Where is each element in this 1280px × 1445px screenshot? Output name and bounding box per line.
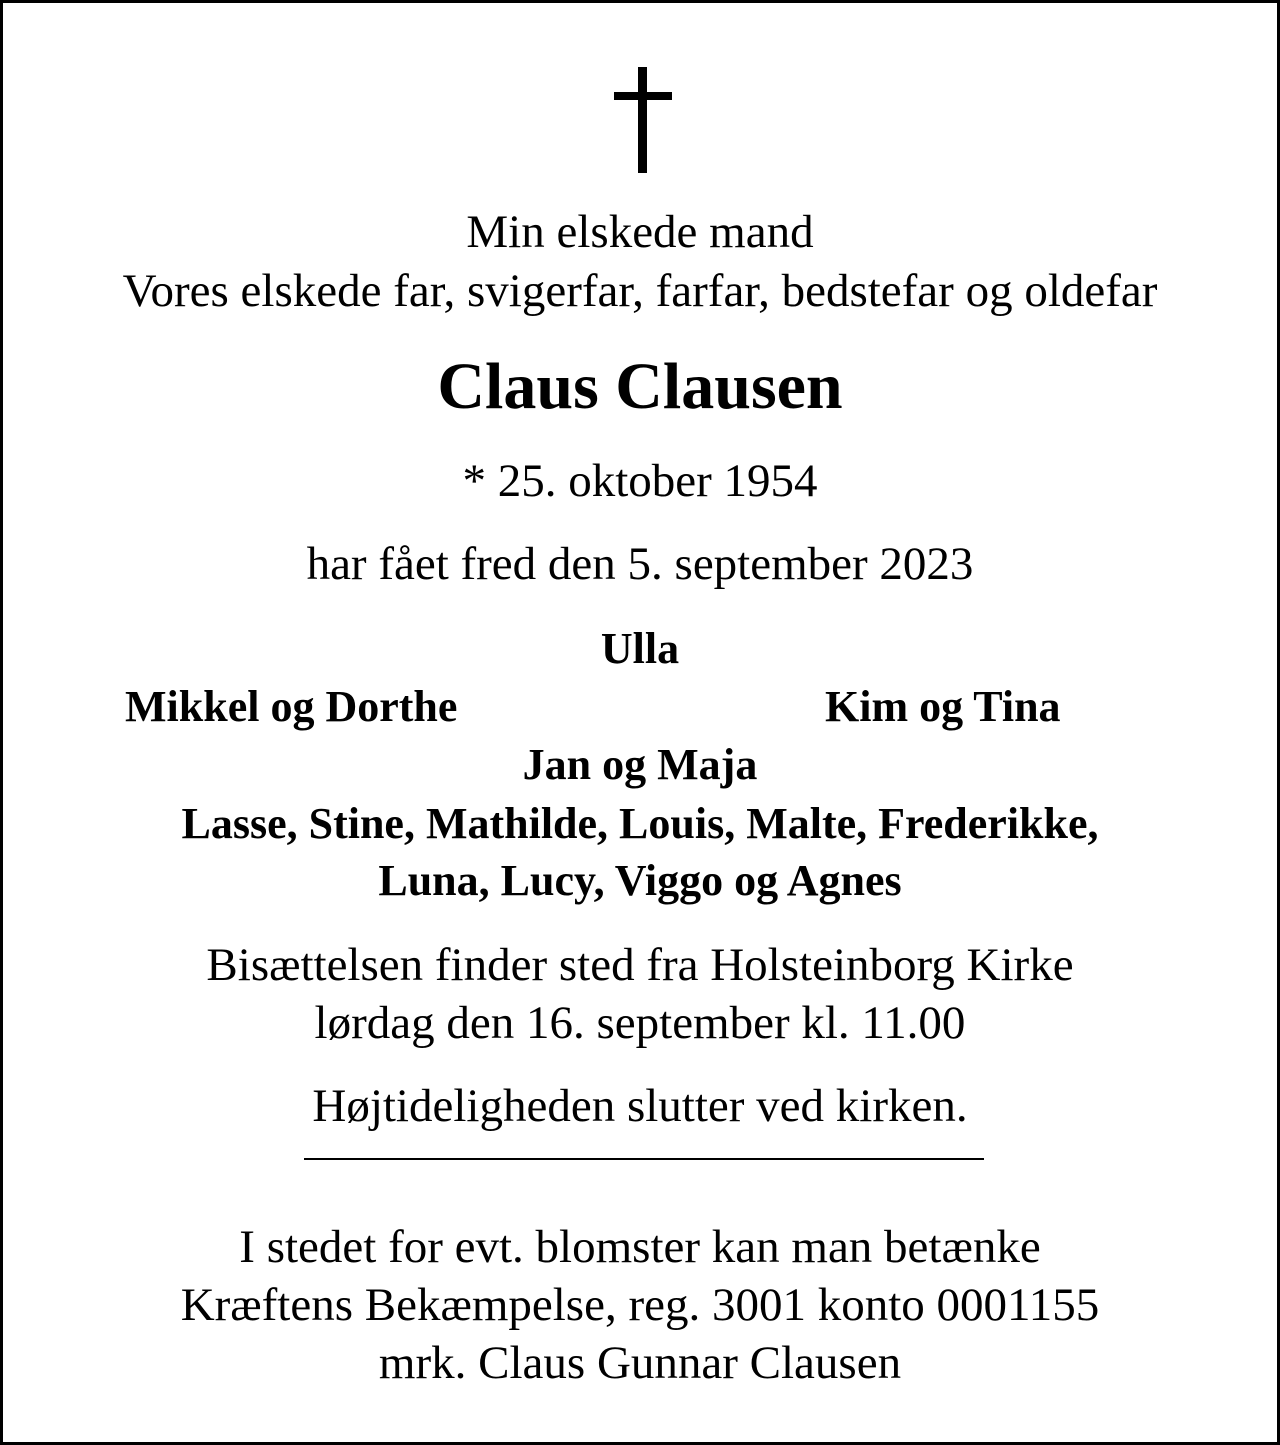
donation-line-1: I stedet for evt. blomster kan man betænke: [239, 1221, 1041, 1273]
divider-rule: [304, 1158, 984, 1160]
cross-horizontal-bar: [614, 92, 672, 100]
birth-date: * 25. oktober 1954: [462, 455, 818, 507]
child-pair-center: Jan og Maja: [522, 740, 758, 789]
death-date: har fået fred den 5. september 2023: [306, 538, 974, 590]
deceased-name: Claus Clausen: [437, 350, 843, 423]
intro-line-2: Vores elskede far, svigerfar, farfar, bedstefar og oldefar: [122, 265, 1158, 317]
cross-vertical-bar: [638, 67, 647, 173]
service-line-1: Bisættelsen finder sted fra Holsteinborg Kirke: [206, 939, 1074, 991]
grandchildren-line-1: Lasse, Stine, Mathilde, Louis, Malte, Frederikke,: [181, 799, 1099, 848]
child-pair-left: Mikkel og Dorthe: [125, 682, 458, 731]
spouse-name: Ulla: [600, 624, 680, 673]
child-pair-right: Kim og Tina: [825, 682, 1061, 731]
service-line-2: lørdag den 16. september kl. 11.00: [314, 997, 966, 1049]
cross-icon: [614, 67, 672, 173]
intro-line-1: Min elskede mand: [466, 206, 814, 258]
donation-line-3: mrk. Claus Gunnar Clausen: [378, 1337, 902, 1389]
service-line-3: Højtideligheden slutter ved kirken.: [312, 1080, 968, 1132]
grandchildren-line-2: Luna, Lucy, Viggo og Agnes: [378, 856, 902, 905]
donation-line-2: Kræftens Bekæmpelse, reg. 3001 konto 0001155: [180, 1279, 1100, 1331]
